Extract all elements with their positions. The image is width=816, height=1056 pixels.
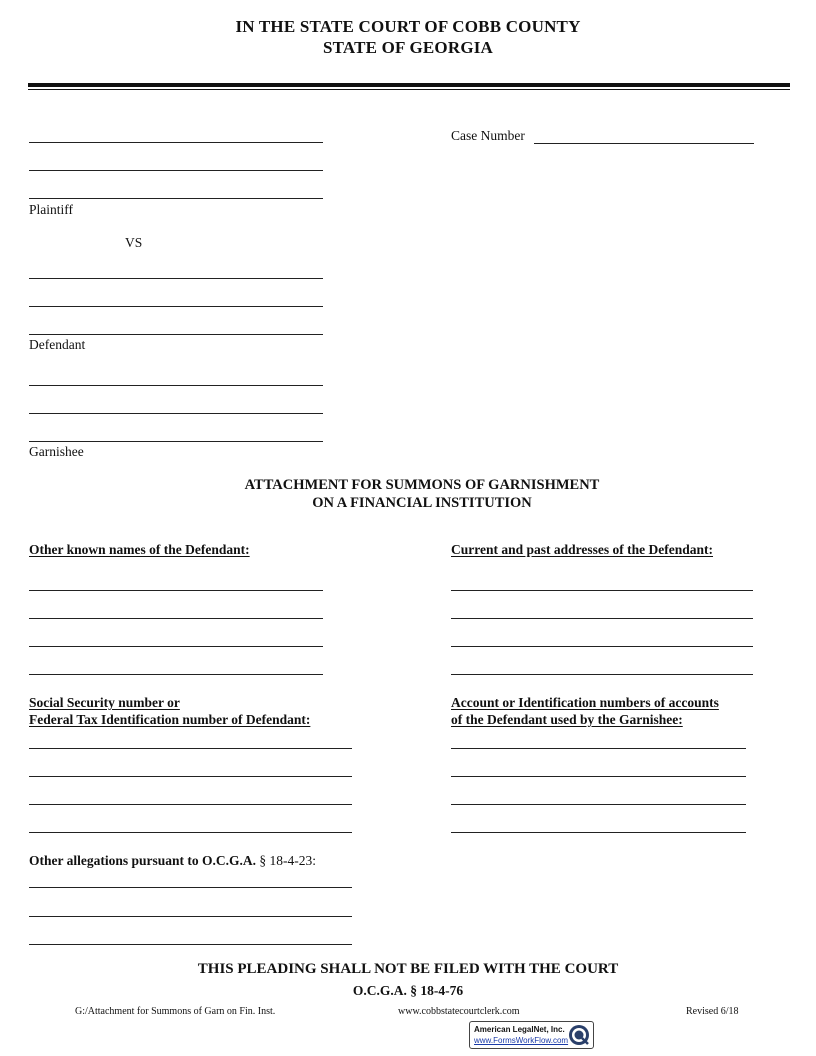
court-state: STATE OF GEORGIA xyxy=(322,38,494,57)
badge-url[interactable]: www.FormsWorkFlow.com xyxy=(474,1036,569,1045)
defendant-line-1[interactable] xyxy=(29,278,323,279)
allegations-heading-prefix: Other allegations pursuant to O.C.G.A. xyxy=(29,853,260,868)
addresses-line-1[interactable] xyxy=(451,590,753,591)
garnishee-line-2[interactable] xyxy=(29,413,323,414)
allegations-line-1[interactable] xyxy=(29,887,352,888)
defendant-label: Defendant xyxy=(29,337,86,352)
versus-label: VS xyxy=(125,235,143,250)
other-names-line-1[interactable] xyxy=(29,590,323,591)
addresses-line-4[interactable] xyxy=(451,674,753,675)
header-divider-thick xyxy=(28,83,790,87)
plaintiff-line-1[interactable] xyxy=(29,142,323,143)
header-divider-thin xyxy=(28,89,790,90)
allegations-heading xyxy=(29,853,316,869)
form-title-line-2: ON A FINANCIAL INSTITUTION xyxy=(312,495,532,511)
footer-file-path: G:/Attachment for Summons of Garn on Fin. Inst. xyxy=(75,1006,276,1017)
footer-revised: Revised 6/18 xyxy=(686,1006,739,1017)
ssn-line-3[interactable] xyxy=(29,804,352,805)
allegations-heading-section: § 18-4-23: xyxy=(259,853,317,868)
american-legalnet-badge[interactable] xyxy=(469,1021,594,1049)
garnishee-label: Garnishee xyxy=(29,444,84,459)
court-heading xyxy=(0,16,816,58)
footer-website[interactable]: www.cobbstatecourtclerk.com xyxy=(398,1006,520,1017)
ssn-heading-line-2: Federal Tax Identification number of Defendant: xyxy=(29,712,311,727)
form-title-line-1: ATTACHMENT FOR SUMMONS OF GARNISHMENT xyxy=(244,477,600,493)
badge-logo-icon xyxy=(568,1024,590,1046)
allegations-line-3[interactable] xyxy=(29,944,352,945)
form-title xyxy=(0,476,816,512)
filing-notice xyxy=(0,958,816,1002)
court-name: IN THE STATE COURT OF COBB COUNTY xyxy=(235,17,581,36)
allegations-line-2[interactable] xyxy=(29,916,352,917)
ssn-line-4[interactable] xyxy=(29,832,352,833)
ssn-line-1[interactable] xyxy=(29,748,352,749)
garnishee-line-1[interactable] xyxy=(29,385,323,386)
plaintiff-line-3[interactable] xyxy=(29,198,323,199)
accounts-line-2[interactable] xyxy=(451,776,746,777)
other-names-heading: Other known names of the Defendant: xyxy=(29,542,250,557)
accounts-heading xyxy=(451,694,719,728)
plaintiff-line-2[interactable] xyxy=(29,170,323,171)
accounts-line-1[interactable] xyxy=(451,748,746,749)
accounts-line-3[interactable] xyxy=(451,804,746,805)
garnishee-line-3[interactable] xyxy=(29,441,323,442)
addresses-heading: Current and past addresses of the Defendant: xyxy=(451,542,714,557)
addresses-line-2[interactable] xyxy=(451,618,753,619)
other-names-line-4[interactable] xyxy=(29,674,323,675)
other-names-line-2[interactable] xyxy=(29,618,323,619)
case-number-label: Case Number xyxy=(451,128,525,143)
ssn-heading xyxy=(29,694,310,728)
filing-notice-statute: O.C.G.A. § 18-4-76 xyxy=(352,983,464,998)
plaintiff-label: Plaintiff xyxy=(29,202,74,217)
addresses-line-3[interactable] xyxy=(451,646,753,647)
badge-company-name: American LegalNet, Inc. xyxy=(474,1025,565,1034)
ssn-line-2[interactable] xyxy=(29,776,352,777)
filing-notice-text: THIS PLEADING SHALL NOT BE FILED WITH THE COURT xyxy=(197,961,619,977)
defendant-line-2[interactable] xyxy=(29,306,323,307)
accounts-line-4[interactable] xyxy=(451,832,746,833)
accounts-heading-line-2: of the Defendant used by the Garnishee: xyxy=(451,712,683,727)
other-names-line-3[interactable] xyxy=(29,646,323,647)
accounts-heading-line-1: Account or Identification numbers of accounts xyxy=(451,695,719,710)
case-number-field[interactable] xyxy=(534,143,754,144)
ssn-heading-line-1: Social Security number or xyxy=(29,695,180,710)
defendant-line-3[interactable] xyxy=(29,334,323,335)
